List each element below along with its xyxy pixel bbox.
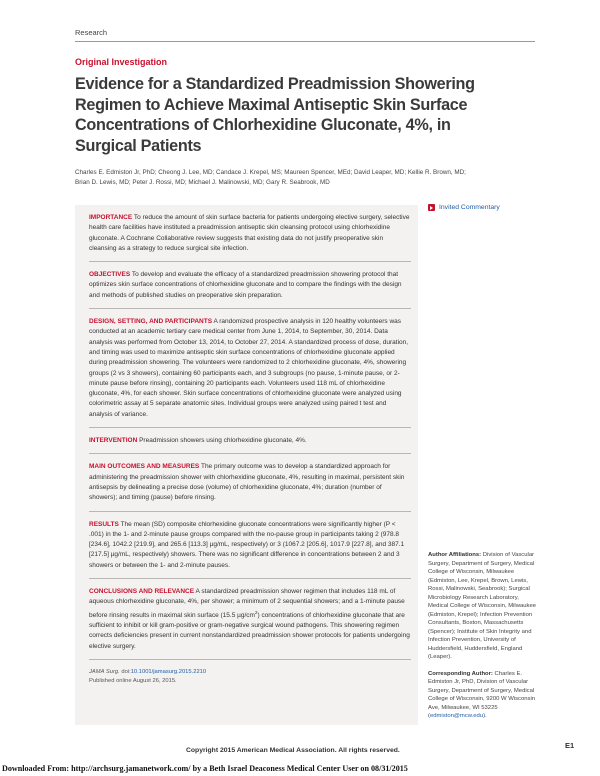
abstract-divider <box>89 578 411 579</box>
affiliations-block <box>428 551 538 662</box>
copyright-notice: Copyright 2015 American Medical Association. All rights reserved. <box>186 747 400 754</box>
abstract-outcomes <box>89 462 411 503</box>
importance-heading: IMPORTANCE <box>89 214 133 221</box>
corresponding-end: ). <box>483 713 487 719</box>
abstract-design <box>89 317 411 420</box>
abstract-divider <box>89 453 411 454</box>
intervention-text: Preadmission showers using chlorhexidine gluconate, 4%. <box>139 437 307 445</box>
conclusions-heading: CONCLUSIONS AND RELEVANCE <box>89 588 195 596</box>
doi-link[interactable]: 10.1001/jamasurg.2015.2210 <box>130 668 207 675</box>
intervention-heading: INTERVENTION <box>89 437 138 445</box>
corresponding-author-block <box>428 670 538 721</box>
design-heading: DESIGN, SETTING, AND PARTICIPANTS <box>89 318 213 326</box>
citation-block <box>89 668 411 685</box>
published-date: Published online August 26, 2015. <box>89 677 177 684</box>
invited-commentary-label: Invited Commentary <box>439 204 500 211</box>
arrow-icon <box>428 204 435 211</box>
invited-commentary-link[interactable] <box>428 204 500 211</box>
abstract-divider <box>89 511 411 512</box>
doi-prefix: doi: <box>121 668 131 675</box>
importance-text: To reduce the amount of skin surface bacteria for patients undergoing elective surgery, selective health care facilities have instituted a preadmission antiseptic skin cleansing protocol using chlorhexidine gluconate. A Cochrane Collaborative review suggests that existing data do not justify preoperative skin cleansing as a strategy to reduce surgical site infection. <box>89 214 410 252</box>
header-rule <box>75 41 535 42</box>
abstract-divider <box>89 427 411 428</box>
journal-name: JAMA Surg. <box>89 668 120 675</box>
author-list <box>75 168 515 188</box>
superscript-2: 2 <box>254 609 258 615</box>
abstract-divider <box>89 261 411 262</box>
abstract-objectives <box>89 270 411 301</box>
authors-line-2: Brian D. Lewis, MD; Peter J. Rossi, MD; Michael J. Malinowski, MD; Gary R. Seabrook, MD <box>75 179 330 186</box>
author-affiliations <box>428 551 538 721</box>
section-label: Research <box>75 28 108 37</box>
outcomes-text: The primary outcome was to develop a standardized approach for administering the preadmission shower with chlorhexidine gluconate, 4%, resulting in maximal, persistent skin antisepsis by delineating a precise dose (volume) of chlorhexidine gluconate, 4%; duration (number of showers); and timing (pause) before rinsing. <box>89 463 405 502</box>
results-text: The mean (SD) composite chlorhexidine gluconate concentrations were significantly higher (P < .001) in the 1- and 2-minute pause groups compared with the no-pause group in participants taking 2 (978.8 [234.6], 1042.2 [219.9], and 265.6 [113.3] µg/mL, respectively) or 3 (1067.2 [205.6], 1017.9 [227.8], and 387.1 [217.5] µg/mL, respectively) showers. There was no significant difference in concentrations between 2 and 3 showers or between the 1- and 2-minute pauses. <box>89 520 405 569</box>
abstract-conclusions <box>89 587 411 652</box>
page-number: E1 <box>565 741 575 750</box>
authors-line-1: Charles E. Edmiston Jr, PhD; Cheong J. Lee, MD; Candace J. Krepel, MS; Maureen Spencer, MEd; David Leaper, MD; Kellie R. Brown, MD; <box>75 169 466 176</box>
conclusions-text-1: A standardized preadmission shower regimen that includes 118 mL of aqueous chlorhexidine gluconate, 4%, per shower; a minimum of 2 sequential showers; and a 1-minute pause before rinsing results in maximal skin surface (15.5 µg/cm <box>89 588 405 619</box>
abstract-divider <box>89 308 411 309</box>
abstract-box <box>75 205 418 725</box>
conclusions-text-2: ) concentrations of chlorhexidine gluconate that are sufficient to inhibit or kill gram-positive or gram-negative surgical wound pathogens. This showering regimen corrects deficiencies present in current nonstandardized preadmission shower protocols for patients undergoing elective surgery. <box>89 611 410 650</box>
affiliations-text: Division of Vascular Surgery, Department of Surgery, Medical College of Wisconsin, Milwaukee (Edmiston, Lee, Krepel, Brown, Lewis, Rossi, Malinowski, Seabrook); Surgical Microbiology Research Laboratory, Medical College of Wisconsin, Milwaukee (Edmiston, Krepel); Infection Prevention Consultants, Boston, Massachusetts (Spencer); Institute of Skin Integrity and Infection Prevention, University of Huddersfield, Huddersfield, England (Leaper). <box>428 552 537 660</box>
corresponding-text: Charles E. Edmiston Jr, PhD, Division of Vascular Surgery, Department of Surgery, Medical College of Wisconsin, 9200 W Wisconsin Ave, Milwaukee, WI 53225 ( <box>428 670 536 719</box>
corresponding-email[interactable]: edmiston@mcw.edu <box>429 713 484 719</box>
results-heading: RESULTS <box>89 520 119 528</box>
article-type: Original Investigation <box>75 57 168 67</box>
abstract-importance <box>89 213 411 254</box>
article-title: Evidence for a Standardized Preadmission Showering Regimen to Achieve Maximal Antiseptic Skin Surface Concentrations of Chlorhexidine Gluconate, 4%, in Surgical Patients <box>75 75 475 155</box>
affiliations-heading: Author Affiliations: <box>428 552 482 558</box>
abstract-divider <box>89 659 411 660</box>
outcomes-heading: MAIN OUTCOMES AND MEASURES <box>89 463 200 471</box>
corresponding-heading: Corresponding Author: <box>428 670 493 677</box>
design-text: A randomized prospective analysis in 120 healthy volunteers was conducted at an academic tertiary care medical center from June 1, 2014, to September, 30, 2014. Data analysis was performed from October 13, 2014, to October 27, 2014. A standardized process of dose, duration, and timing was used to maximize antiseptic skin surface concentrations of chlorhexidine gluconate applied during preadmission showering. The volunteers were randomized to 2 chlorhexidine gluconate, 4%, showering groups (2 vs 3 showers), containing 60 participants each, and 3 subgroups (no pause, 1-minute pause, or 2-minute pause before rinsing), containing 20 participants each. Volunteers used 118 mL of chlorhexidine gluconate, 4%, for each shower. Skin surface concentrations of chlorhexidine gluconate were analyzed using colorimetric assay at 5 separate anatomic sites. Individual groups were analyzed using paired t test and analysis of variance. <box>89 318 409 418</box>
citation-line <box>89 668 411 677</box>
download-stamp: Downloaded From: http://archsurg.jamanetwork.com/ by a Beth Israel Deaconess Medical Center User on 08/31/2015 <box>2 764 408 773</box>
abstract-intervention <box>89 436 411 446</box>
abstract-results <box>89 520 411 571</box>
objectives-heading: OBJECTIVES <box>89 271 131 279</box>
objectives-text: To develop and evaluate the efficacy of a standardized preadmission showering protocol that optimizes skin surface concentrations of chlorhexidine gluconate and to compare the findings with the design and methods of published studies on preoperative skin preparation. <box>89 271 402 299</box>
